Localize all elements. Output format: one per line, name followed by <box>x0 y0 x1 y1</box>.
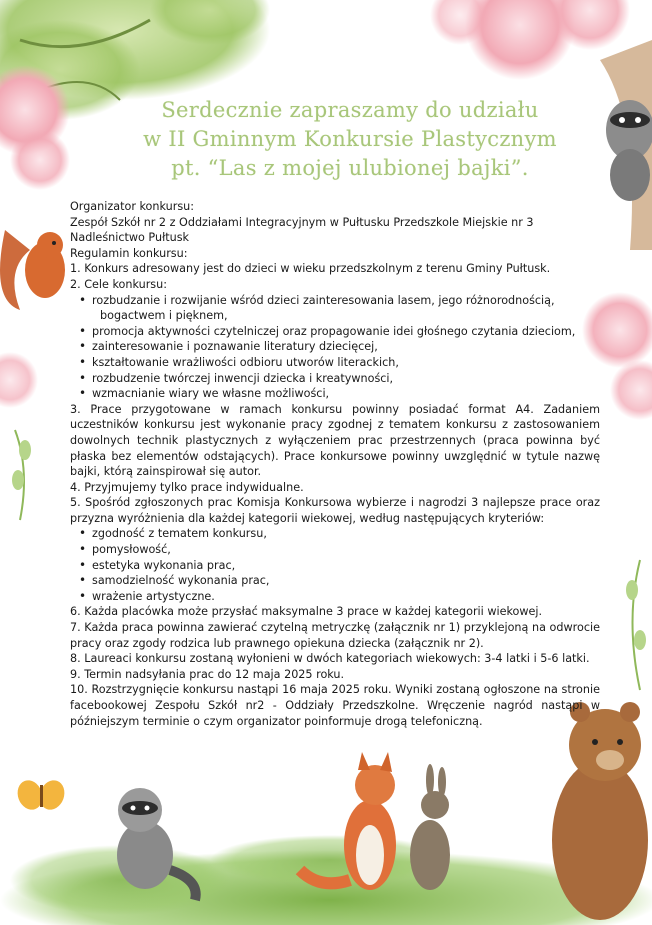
organizer-line-1: Zespół Szkół nr 2 z Oddziałami Integracyjnym w Pułtusku Przedszkole Miejskie nr 3 <box>70 215 534 229</box>
organizer-heading: Organizator konkursu: <box>70 200 195 213</box>
goal-item: • promocja aktywności czytelniczej oraz propagowanie idei głośnego czytania dzieciom, <box>92 324 600 340</box>
criteria-item: • wrażenie artystyczne. <box>92 589 600 605</box>
right-sprigs <box>626 560 646 690</box>
criteria-item: • pomysłowość, <box>92 542 600 558</box>
bear-icon <box>552 702 648 920</box>
rule-5: 5. Spośród zgłoszonych prac Komisja Konkursowa wybierze i nagrodzi 3 najlepsze prace oraz przyzna wyróżnienia dla każdej kategorii wiekowej, według następujących kryteriów: <box>70 496 600 525</box>
squirrel-icon <box>0 230 65 310</box>
pink-flowers-top-right <box>430 0 630 80</box>
regulamin-heading: Regulamin konkursu: <box>70 246 188 260</box>
announcement-body <box>70 199 600 729</box>
rule-7: 7. Każda praca powinna zawierać czytelną metryczkę (załącznik nr 1) przyklejoną na odwrocie pracy oraz zgody rodzica lub prawnego opiekuna dziecka (załącznik nr 2). <box>70 621 600 650</box>
page-title <box>70 96 630 183</box>
rule-2: 2. Cele konkursu: <box>70 277 167 291</box>
rule-6: 6. Każda placówka może przysłać maksymalne 3 prace w każdej kategorii wiekowej. <box>70 605 543 619</box>
title-line-3: pt. “Las z mojej ulubionej bajki”. <box>171 156 529 180</box>
criteria-item: • samodzielność wykonania prac, <box>92 573 600 589</box>
title-line-1: Serdecznie zapraszamy do udziału <box>161 98 539 122</box>
butterfly-icon <box>14 777 69 813</box>
criteria-item: • zgodność z tematem konkursu, <box>92 526 600 542</box>
goal-item: • kształtowanie wrażliwości odbioru utworów literackich, <box>92 355 600 371</box>
title-line-2: w II Gminnym Konkursie Plastycznym <box>143 127 557 151</box>
rule-8: 8. Laureaci konkursu zostaną wyłonieni w dwóch kategoriach wiekowych: 3-4 latki i 5-6 latki. <box>70 652 590 666</box>
rabbit-icon <box>410 764 450 890</box>
goal-item: • rozbudzenie twórczej inwencji dziecka i kreatywności, <box>92 371 600 387</box>
rule-4: 4. Przyjmujemy tylko prace indywidualne. <box>70 480 304 494</box>
goal-item-continuation: bogactwem i pięknem, <box>100 309 228 323</box>
goal-item: • rozbudzanie i rozwijanie wśród dzieci zainteresowania lasem, jego różnorodnością, bogactwem i pięknem, <box>92 293 600 324</box>
goals-list <box>70 293 600 402</box>
rule-3: 3. Prace przygotowane w ramach konkursu powinny posiadać format A4. Zadaniem uczestników konkursu jest wykonanie pracy zgodnej z tematem konkursu z zastosowaniem dowolnych technik plastycznych z wyłączeniem prac przestrzennych (praca powinna być płaska bez elementów odstających). Prace konkursowe powinny uwzględnić w tytule nazwę bajki, którą zainspirował się autor. <box>70 402 600 479</box>
criteria-item: • estetyka wykonania prac, <box>92 558 600 574</box>
goal-item: • wzmacnianie wiary we własne możliwości, <box>92 386 600 402</box>
organizer-line-2: Nadleśnictwo Pułtusk <box>70 231 190 245</box>
rule-1: 1. Konkurs adresowany jest do dzieci w wieku przedszkolnym z terenu Gminy Pułtusk. <box>70 262 551 276</box>
goal-item: • zainteresowanie i poznawanie literatury dziecięcej, <box>92 339 600 355</box>
criteria-list <box>70 526 600 604</box>
left-sprigs <box>12 430 31 520</box>
rule-9: 9. Termin nadsyłania prac do 12 maja 2025 roku. <box>70 667 345 681</box>
rule-10: 10. Rozstrzygnięcie konkursu nastąpi 16 maja 2025 roku. Wyniki zostaną ogłoszone na stronie facebookowej Zespołu Szkół nr2 - Oddziały Przedszkolne. Wręczenie nagród nastąpi w późniejszym terminie o czym organizator poinformuje drogą telefoniczną. <box>70 683 600 728</box>
